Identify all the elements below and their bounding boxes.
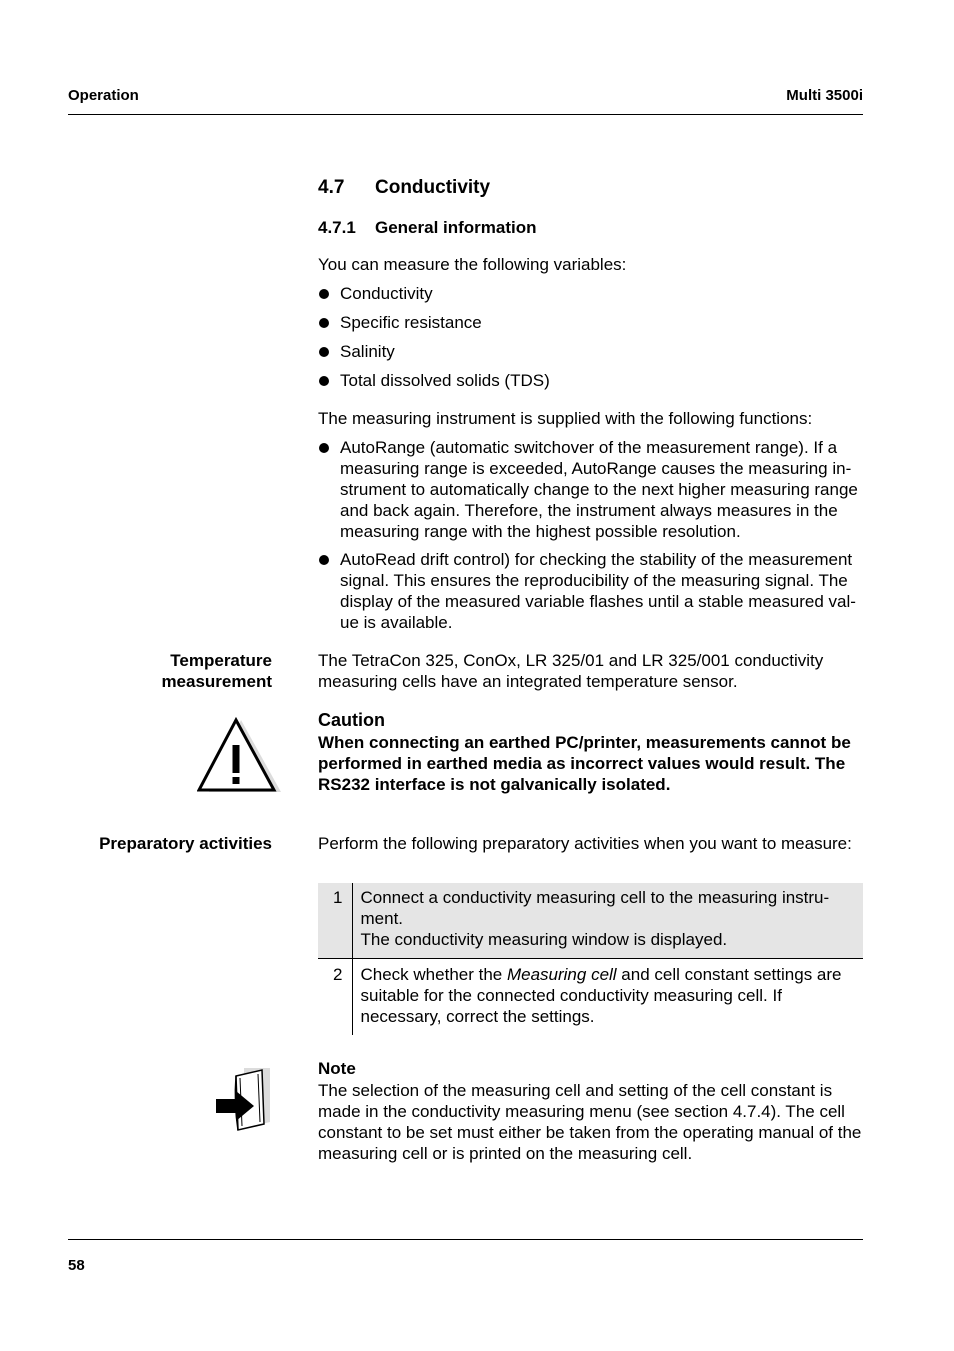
step-text: Connect a conductivity measuring cell to the measuring instru-ment. The conductivity measuring window is displayed. — [352, 883, 863, 959]
step-number: 2 — [318, 959, 352, 1036]
page-number: 58 — [68, 1257, 85, 1274]
subsection-title: General information — [375, 218, 537, 237]
list-item: AutoRead drift control) for checking the stability of the measurement signal. This ensures the reproducibility of the measuring signal. The display of the measured variable flashes until a stable measured val-ue is available. — [318, 549, 864, 633]
steps-table — [318, 883, 863, 1035]
step-text: Check whether the Measuring cell and cell constant settings are suitable for the connected conductivity measuring cell. If necessary, correct the settings. — [360, 965, 842, 1026]
caution-text: When connecting an earthed PC/printer, measurements cannot be performed in earthed media as incorrect values would result. The RS232 interface is not galvanically isolated. — [318, 733, 851, 794]
functions-intro: The measuring instrument is supplied with the following functions: — [318, 409, 813, 428]
table-row — [318, 883, 863, 959]
step-number: 1 — [318, 883, 352, 959]
table-row — [318, 959, 863, 1036]
list-item: Specific resistance — [318, 312, 864, 333]
preparatory-label: Preparatory activities — [99, 834, 272, 853]
header-rule — [68, 114, 863, 115]
running-header-left: Operation — [68, 87, 139, 104]
temperature-label: Temperature measurement — [161, 651, 272, 691]
note-text: The selection of the measuring cell and setting of the cell constant is made in the conductivity measuring menu (see section 4.7.4). The cell constant to be set must either be taken from the operating manual of the measuring cell or is printed on the measuring cell. — [318, 1081, 862, 1163]
subsection-heading — [318, 218, 537, 238]
temperature-text: The TetraCon 325, ConOx, LR 325/01 and LR 325/001 conductivity measuring cells have an integrated temperature sensor. — [318, 651, 824, 691]
list-item: Conductivity — [318, 283, 864, 304]
list-item: Total dissolved solids (TDS) — [318, 370, 864, 391]
preparatory-intro: Perform the following preparatory activities when you want to measure: — [318, 834, 852, 853]
note-book-icon — [214, 1064, 276, 1132]
list-item: AutoRange (automatic switchover of the measurement range). If a measuring range is exceeded, AutoRange causes the measuring in-strument to automatically change to the next higher measuring range and back again. Therefore, the instrument always measures in the measuring range with the highest possible resolution. — [318, 437, 864, 542]
caution-title: Caution — [318, 710, 385, 730]
section-heading — [318, 177, 491, 199]
list-item: Salinity — [318, 341, 864, 362]
note-title: Note — [318, 1059, 356, 1078]
footer-rule — [68, 1239, 863, 1240]
warning-triangle-icon — [197, 716, 283, 794]
running-header-right: Multi 3500i — [786, 87, 863, 104]
subsection-number: 4.7.1 — [318, 218, 356, 237]
section-number: 4.7 — [318, 177, 345, 198]
variables-intro: You can measure the following variables: — [318, 255, 627, 274]
section-title: Conductivity — [375, 177, 491, 198]
